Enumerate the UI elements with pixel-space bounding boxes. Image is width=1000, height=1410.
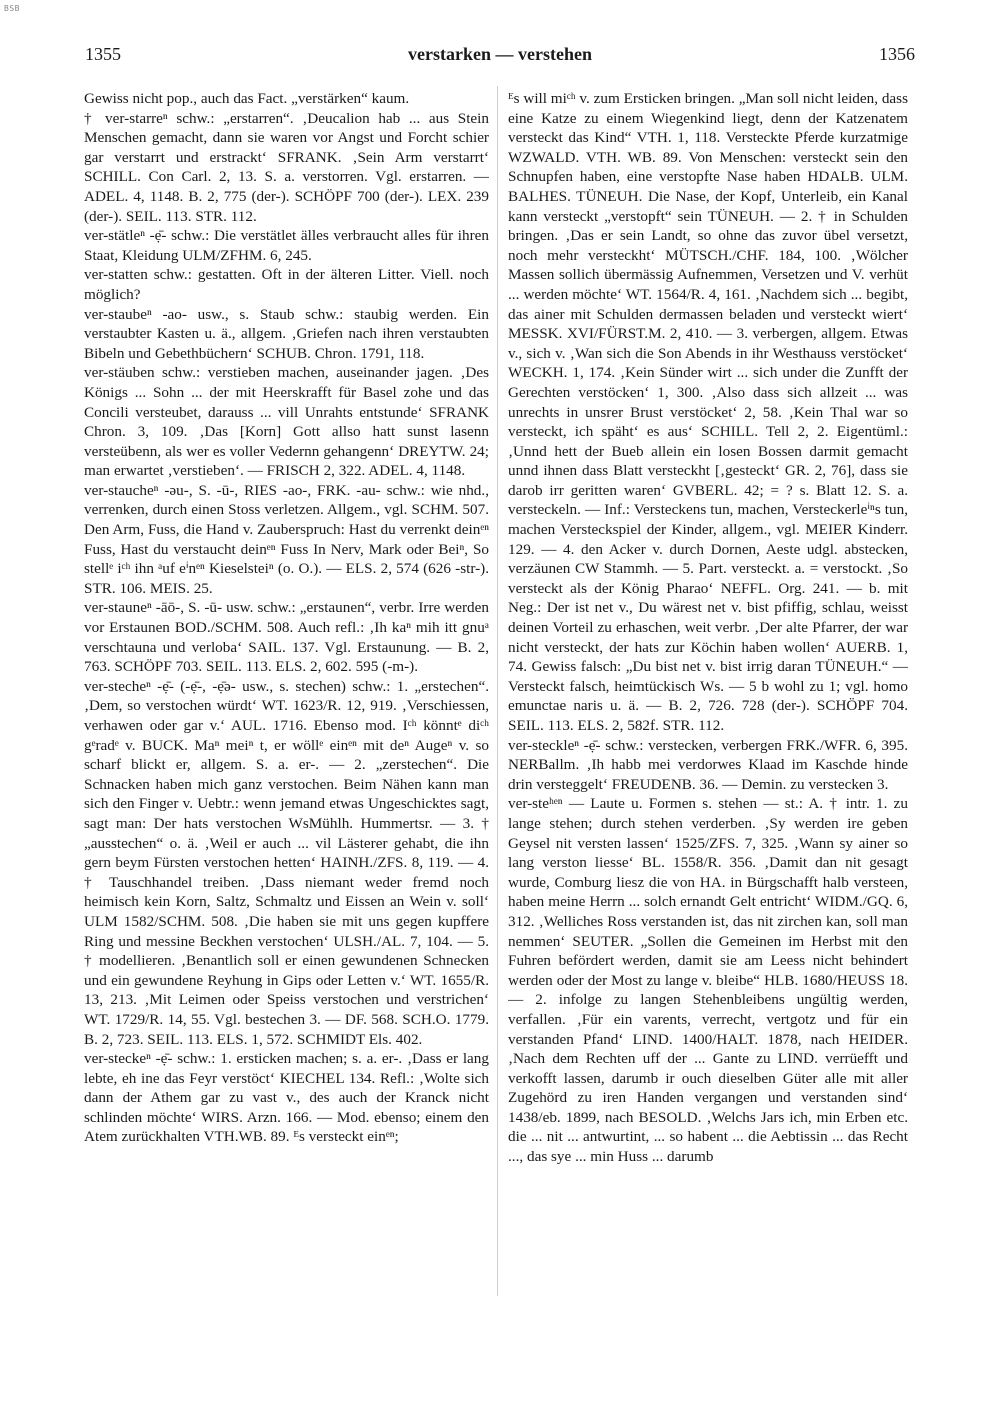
entry-paragraph: ver-stauneⁿ -āō-, S. -ū- usw. schw.: „erstaunen“, verbr. Irre werden vor Erstaunen BOD./SCHM. 508. Auch refl.: ‚Ih kaⁿ mih itt gnuᵃ verschtauna und verloba‘ SAIL. 137. Vgl. Erstaunung. — B. 2, 763. SCHÖPF 703. SEIL. 113. ELS. 2, 602. 595 (-m-).: [84, 599, 489, 676]
entry-paragraph: ver-staubeⁿ -ao- usw., s. Staub schw.: staubig werden. Ein verstaubter Kasten u. ä., allgem. ‚Griefen nach ihren verstaubten Bibeln und Gebethbüchern‘ SCHUB. Chron. 1791, 118.: [84, 305, 489, 362]
library-stamp: BSB: [4, 4, 20, 13]
left-column: [84, 89, 489, 1389]
page-number-left: 1355: [85, 44, 121, 64]
entry-paragraph: ᴱs will miᶜʰ v. zum Ersticken bringen. „Man soll nicht leiden, dass eine Katze zu einem Wiegenkind liegt, denn der Katzenatem versteckt das Kind“ VTH. 1, 118. Versteckte Pferde kurzatmige WZWALD. VTH. WB. 89. Von Menschen: versteckt sein den Schnupfen haben, eine verstopfte Nase haben HDALB. ULM. BALHES. TÜNEUH. Die Nase, der Kopf, Unterleib, ein Kanal kann versteckt „verstopft“ sein TÜNEUH. — 2. † in Schulden bringen. ‚Das er sein Landt, so ohne das zuvor übel versetzt, noch mehr versteckht‘ MÜTSCH./CHF. 184, 100. ‚Wölcher Massen sollich übermässig Aufnemmen, Versetzen und V. verhüt ... werden möchte‘ WT. 1564/R. 4, 161. ‚Nachdem sich ... begibt, das ainer mit Schulden dermassen beladen und versteckt wiert‘ MESSK. XVI/FÜRST.M. 2, 410. — 3. verbergen, allgem. Etwas v., sich v. ‚Wan sich die Son Abends in ihr Westhauss verstöcket‘ WECKH. 1, 174. ‚Kein Sünder wirt ... sich under die Zunfft der Gerechten verstöcken‘ 1, 300. ‚Also dass sich allzeit ... was unrechts in unsrer Brust verstöcket‘ 2, 58. ‚Kein Thal war so versteckt, ich späht‘ es aus‘ SCHILL. Tell 2, 2. Eigentüml.: ‚Unnd hett der Bueb allein ein losen Bossen darmit gemacht unnd ihnen dass Blatt versteckht [‚gesteckt‘ GR. 2, 76], dass sie darob irr geritten waren‘ GVBERL. 42; = ? s. Blatt 12. S. a. versteckeln. — Inf.: Versteckens tun, machen, Versteckerleⁱⁿs tun, machen Versteckspiel der Kinder, allgem., vgl. MEIER Kinderr. 129. — 4. den Acker v. durch Dornen, Aeste udgl. abstecken, verzäunen CW Stammh. — 5. Part. versteckt. a. = verstockt. ‚So versteckt als der König Pharao‘ NEFFL. Org. 241. — b. mit Neg.: Der ist net v., Du wärest net v. bist pfiffig, schlau, weisst deinen Vorteil zu erhaschen, weit verbr. ‚Der alte Pfarrer, der war nicht versteckt, der hats zur Köchin haben wollen‘ AUERB. 1, 74. Gewiss falsch: „Du bist net v. bist irrig daran TÜNEUH.“ — Versteckt falsch, heimtückisch Ws. — 5 b wohl zu 1; vgl. homo emunctae naris u. ä. — B. 2, 726. 728 (der-). SCHÖPF 704. SEIL. 113. ELS. 2, 582f. STR. 112.: [508, 90, 908, 734]
right-column: [508, 89, 908, 1389]
entry-paragraph: ver-statten schw.: gestatten. Oft in der älteren Litter. Viell. noch möglich?: [84, 266, 489, 303]
column-divider: [497, 86, 498, 1296]
entry-paragraph: ver-stäuben schw.: verstieben machen, auseinander jagen. ‚Des Königs ... Sohn ... der mit Heerskrafft für Basel zohe und das Concili versteubet, darauss ... vill Unrahts entstunde‘ SFRANK Chron. 3, 109. ‚Das [Korn] Gott allso hatt sunst lasenn versteübenn, als wer es voller Vedernn gehangenn‘ DREYTW. 24; man erwartet ‚verstieben‘. — FRISCH 2, 322. ADEL. 4, 1148.: [84, 364, 489, 480]
entry-paragraph: ver-stecheⁿ -ẹ̄- (-ẹ̄-, -ẹ̄ə- usw., s. stechen) schw.: 1. „erstechen“. ‚Dem, so verstochen würdt‘ WT. 1623/R. 12, 919. ‚Verschiessen, verhawen oder gar v.‘ AUL. 1716. Ebenso mod. Iᶜʰ könntᵉ diᶜʰ gᵉradᵉ v. BUCK. Maⁿ meiⁿ t, er wöllᵉ einᵉⁿ mit deⁿ Augeⁿ v. so scharf blickt er, allgem. S. a. er-. — 2. „zerstechen“. Die Schnacken haben mich ganz verstochen. Beim Nähen kann man sich den Finger v. Uebtr.: wenn jemand etwas Ungeschicktes sagt, sagt man: Der hats verstochen WsMühlh. Hummertsr. — 3. † „ausstechen“ o. ä. ‚Weil er auch ... vil Lästerer gehabt, die ihn gern beym Fürsten verstochen hetten‘ HAINH./ZFS. 8, 119. — 4. † Tauschhandel treiben. ‚Dass niemant weder fremd noch heimisch kein Korn, Saltz, Schmaltz und Eissen an Wein v. soll‘ ULM 1582/SCHM. 508. ‚Die haben sie mit uns gegen kupffere Ring und messine Beckhen verstochen‘ ULSH./AL. 7, 104. — 5. † modellieren. ‚Benantlich soll er einen gewundenen Schnecken und ein gewundene Reyhung in Gips oder Letten v.‘ WT. 1655/R. 13, 213. ‚Mit Leimen oder Speiss verstochen und verstrichen‘ WT. 1729/R. 14, 55. Vgl. bestechen 3. — DF. 568. SCH.O. 1779. B. 2, 723. SEIL. 113. ELS. 1, 572. SCHMIDT Els. 402.: [84, 677, 489, 1048]
entry-paragraph: ver-steʰᵉⁿ — Laute u. Formen s. stehen — st.: A. † intr. 1. zu lange stehen; durch stehen verderben. ‚Sy werden ire geben Geysel nit versten lassen‘ 1525/ZFS. 7, 325. ‚Wann sy ainer so lang verston liesse‘ BL. 1558/R. 356. ‚Damit dan nit gesagt wurde, Comburg liesz die von HA. in Bürgschafft halb versteen, haben meine Herrn ... solch ernandt Gelt entricht‘ WIDM./GQ. 6, 312. ‚Welliches Ross verstanden ist, das nit zirchen kan, soll man nemmen‘ SEUTER. „Sollen die Gemeinen im Herbst mit den Fuhren befördert werden, damit sie am Leess nicht behindert werden oder der Most zu lange v. bleibe“ HLB. 1680/HEUSS 18. — 2. infolge zu langen Stehenbleibens ungültig werden, verfallen. ‚Für ein varents, verrecht, vertgotz und für ein verstanden Pfand‘ LIND. 1400/HALT. 1878, nach HEIDER. ‚Nach dem Rechten uff der ... Gante zu LIND. verrüefft und verkofft lassen, darumb ir ouch dieselben Güter alle mit aller Zugehörd zu iren Handen vergangen und verstanden sind‘ 1438/eb. 1899, nach BESOLD. ‚Welchs Jars ich, min Erben etc. die ... nit ... antwurtint, ... so habent ... die Aebtissin ... das Recht ..., das sye ... min Huss ... darumb: [508, 795, 908, 1166]
entry-paragraph: ver-stätleⁿ -ẹ̄- schw.: Die verstätlet älles verbraucht alles für ihren Staat, Kleidung ULM/ZFHM. 6, 245.: [84, 227, 489, 264]
running-title: verstarken — verstehen: [408, 44, 592, 64]
page-header: [85, 44, 915, 74]
entry-paragraph: ver-staucheⁿ -əu-, S. -ū-, RIES -ao-, FRK. -au- schw.: wie nhd., verrenken, durch einen Stoss verletzen. Allgem., vgl. SCHM. 507. Den Arm, Fuss, die Hand v. Zauberspruch: Hast du verrenkt deinᵉⁿ Fuss, Hast du verstaucht deinᵉⁿ Fuss In Nerv, Mark oder Beiⁿ, So stellᵉ iᶜʰ ihn ᵃuf eⁱnᵉⁿ Kieselsteiⁿ (o. O.). — ELS. 2, 574 (626 -str-). STR. 106. MEIS. 25.: [84, 481, 489, 597]
page-number-right: 1356: [879, 44, 915, 64]
entry-paragraph: ver-steckeⁿ -ẹ̄- schw.: 1. ersticken machen; s. a. er-. ‚Dass er lang lebte, eh ine das Feyr verstöct‘ KIECHEL 134. Refl.: ‚Wolte sich dann der Athem gar zu vast v., des auch der Kranck nicht schlinden möchte‘ WIRS. Arzn. 166. — Mod. ebenso; einem den Atem zurückhalten VTH.WB. 89. ᴱs versteckt einᵉⁿ;: [84, 1050, 489, 1146]
entry-paragraph: Gewiss nicht pop., auch das Fact. „verstärken“ kaum.: [84, 90, 410, 107]
entry-paragraph: † ver-starreⁿ schw.: „erstarren“. ‚Deucalion hab ... aus Stein Menschen gemacht, dann sie waren vor Angst und Forcht schier gar verstarrt und erstrackt‘ SFRANK. ‚Sein Arm verstarrt‘ SCHILL. Con Carl. 2, 13. S. a. verstorren. Vgl. erstarren. — ADEL. 4, 1148. B. 2, 775 (der-). SCHÖPF 700 (der-). LEX. 239 (der-). SEIL. 113. STR. 112.: [84, 109, 489, 225]
entry-paragraph: ver-steckleⁿ -ẹ̄- schw.: verstecken, verbergen FRK./WFR. 6, 395. NERBallm. ‚Ih habb mei verdorwes Klaad im Kaschde hinde drin versteggelt‘ FREUDENB. 36. — Demin. zu verstecken 3.: [508, 736, 908, 793]
